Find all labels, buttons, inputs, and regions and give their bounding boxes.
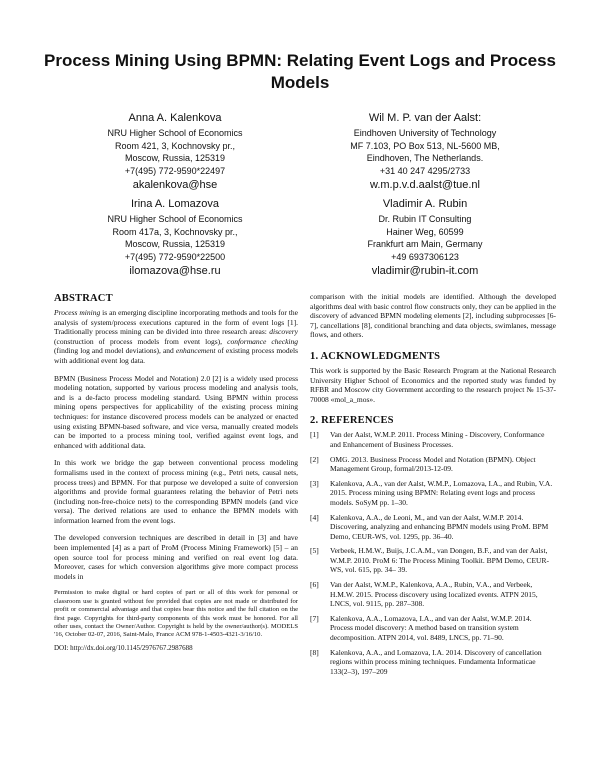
abstract-paragraph-1: Process mining is an emerging discipline incorporating methods and tools for the analysis of system/process executions captured in the form of event logs [1]. Traditionally process mining can be divided into three research areas: discovery (construction of process models from event logs), conformance checking (finding log and model deviations), and enhancement of existing process models with additional event log data. <box>54 308 299 365</box>
author-affiliation: NRU Higher School of Economics <box>107 214 243 224</box>
author-city: Moscow, Russia, 125319 <box>124 153 226 163</box>
author-name: Vladimir A. Rubin <box>382 198 468 210</box>
references-heading: 2. REFERENCES <box>310 415 394 427</box>
reference-item: [4] Kalenkova, A.A., de Leoni, M., and van der Aalst, W.M.P. 2014. Discovering, analyzing and enhancing BPMN models using ProM. BPM Demo, CEUR-WS, vol. 1295, pp. 36–40. <box>310 512 549 541</box>
ack-heading: 1. ACKNOWLEDGMENTS <box>310 350 441 362</box>
reference-item: [5] Verbeek, H.M.W., Buijs, J.C.A.M., van Dongen, B.F., and van der Aalst, W.M.P. 2010. ProM 6: The Process Mining Toolkit. BPM Demo, CEUR-WS, vol. 615, pp. 34– 39. <box>310 546 549 575</box>
continued-paragraph: comparison with the initial models are identified. Although the developed algorithms deal with basic control flow constructs only, they can be applied in the discovery of advanced BPMN modeling elements [2], including subprocesses [6-7], cancellations [8], conditional branching and data objects, swimlanes, message flows, and others. <box>310 292 556 340</box>
author-city: Frankfurt am Main, Germany <box>367 239 483 249</box>
author-name: Irina A. Lomazova <box>130 198 220 210</box>
abstract-paragraph-2: BPMN (Business Process Model and Notation) 2.0 [2] is a widely used process modeling notation, supported by various process modeling and analysis tools, and is a de-facto process modeling standard. Using BPMN within process mining opens perspectives for applicability of the existing process mining techniques: for instance discovered process models can be analyzed or enacted using existing BPMN-based software, and vice versa, manually created models can be imported to a process mining tool, verified against event logs, and enhanced with additional data. <box>54 373 298 450</box>
author-phone: +31 40 247 4295/2733 <box>379 165 471 176</box>
author-block-4 <box>310 196 540 279</box>
reference-item: [7] Kalenkova, A.A., Lomazova, I.A., and van der Aalst, W.M.P. 2014. Process model discovery: A method based on transition system decomposition. ATPN 2014, vol. 8489, LNCS, pp. 71–90. <box>310 613 532 643</box>
reference-item: [1] Van der Aalst, W.M.P. 2011. Process Mining - Discovery, Conformance and Enhancement of Business Processes. <box>310 430 545 449</box>
author-city: Eindhoven, The Netherlands. <box>366 153 484 163</box>
paper-title: Process Mining Using BPMN: Relating Event Logs and Process Models <box>44 51 556 92</box>
author-address: Room 421, 3, Kochnovsky pr., <box>114 140 236 151</box>
author-address: MF 7.103, PO Box 513, NL-5600 MB, <box>350 140 500 151</box>
author-address: Hainer Weg, 60599 <box>386 226 464 237</box>
right-column <box>310 292 556 681</box>
author-city: Moscow, Russia, 125319 <box>124 239 226 249</box>
author-affiliation: NRU Higher School of Economics <box>107 128 243 138</box>
author-block-2 <box>310 110 540 193</box>
permission-notice: Permission to make digital or hard copies of part or all of this work for personal or classroom use is granted without fee provided that copies are not made or distributed for profit or commercial advantage and that copies bear this notice and the full citation on the first page. Copyrights for third-party components of this work must be honored. For all other uses, contact the Owner/Author. Copyright is held by the owner/author(s). MODELS '16, October 02-07, 2016, Saint-Malo, France ACM 978-1-4503-4321-3/16/10. <box>54 589 298 639</box>
author-email[interactable]: vladimir@rubin-it.com <box>371 265 479 277</box>
abstract-paragraph-3: In this work we bridge the gap between conventional process modeling formalisms used in the context of process mining (e.g., Petri nets, causal nets, process trees) and BPMN. For that purpose we developed a suite of conversion algorithms and provide formal guarantees relating the behavior of Petri nets (including non-free-choice nets) to the corresponding BPMN models (and vice versa). The derived relations are used to enhance the BPMN models with information learned from the event logs. <box>54 458 298 525</box>
author-phone: +49 6937306123 <box>391 251 459 262</box>
ack-text: This work is supported by the Basic Research Program at the National Research University Higher School of Economics and the reported study was funded by RFBR and Moscow city Government according to the research project № 15-37-70008 «mol_a_mos». <box>310 365 556 404</box>
reference-list <box>310 430 556 676</box>
author-phone: +7(495) 772-9590*22500 <box>124 251 226 262</box>
abstract-paragraph-4: The developed conversion techniques are described in detail in [3] and have been implemented [4] as a part of ProM (Process Mining Framework) [5] – an open source tool for process mining and verified on real event log data. Moreover, cases for which conversion algorithms give more compact process models in <box>54 533 298 581</box>
author-affiliation: Eindhoven University of Technology <box>353 128 497 138</box>
author-name: Wil M. P. van der Aalst: <box>368 112 482 124</box>
abstract-heading: ABSTRACT <box>54 293 113 304</box>
left-column <box>54 292 298 653</box>
author-name: Anna A. Kalenkova <box>128 112 222 124</box>
reference-item: [3] Kalenkova, A.A., van der Aalst, W.M.P., Lomazova, I.A., and Rubin, V.A. 2015. Process mining using BPMN: Relating event logs and process models. SoSyM pp. 1–30. <box>310 478 553 507</box>
author-address: Room 417a, 3, Kochnovsky pr., <box>112 226 238 237</box>
author-block-1 <box>60 110 290 193</box>
reference-item: [6] Van der Aalst, W.M.P., Kalenkova, A.A., Rubin, V.A., and Verbeek, H.M.W. 2015. Process discovery using localized events. ATPN 2015, LNCS, vol. 9115, pp. 287–308. <box>310 580 538 609</box>
reference-item: [8] Kalenkova, A.A., and Lomazova, I.A. 2014. Discovery of cancellation regions within process mining techniques. Fundamenta Informaticae 133(2–3), 197–209 <box>310 647 542 676</box>
author-email[interactable]: w.m.p.v.d.aalst@tue.nl <box>369 179 480 191</box>
author-email[interactable]: akalenkova@hse <box>132 179 218 191</box>
author-block-3 <box>60 196 290 279</box>
author-phone: +7(495) 772-9590*22497 <box>124 165 226 176</box>
author-affiliation: Dr. Rubin IT Consulting <box>378 214 472 224</box>
doi-link[interactable]: DOI: http://dx.doi.org/10.1145/2976767.2987688 <box>54 643 193 652</box>
reference-item: [2] OMG. 2013. Business Process Model and Notation (BPMN). Object Management Group, formal/2013-12-09. <box>310 454 536 474</box>
author-email[interactable]: ilomazova@hse.ru <box>129 265 221 277</box>
